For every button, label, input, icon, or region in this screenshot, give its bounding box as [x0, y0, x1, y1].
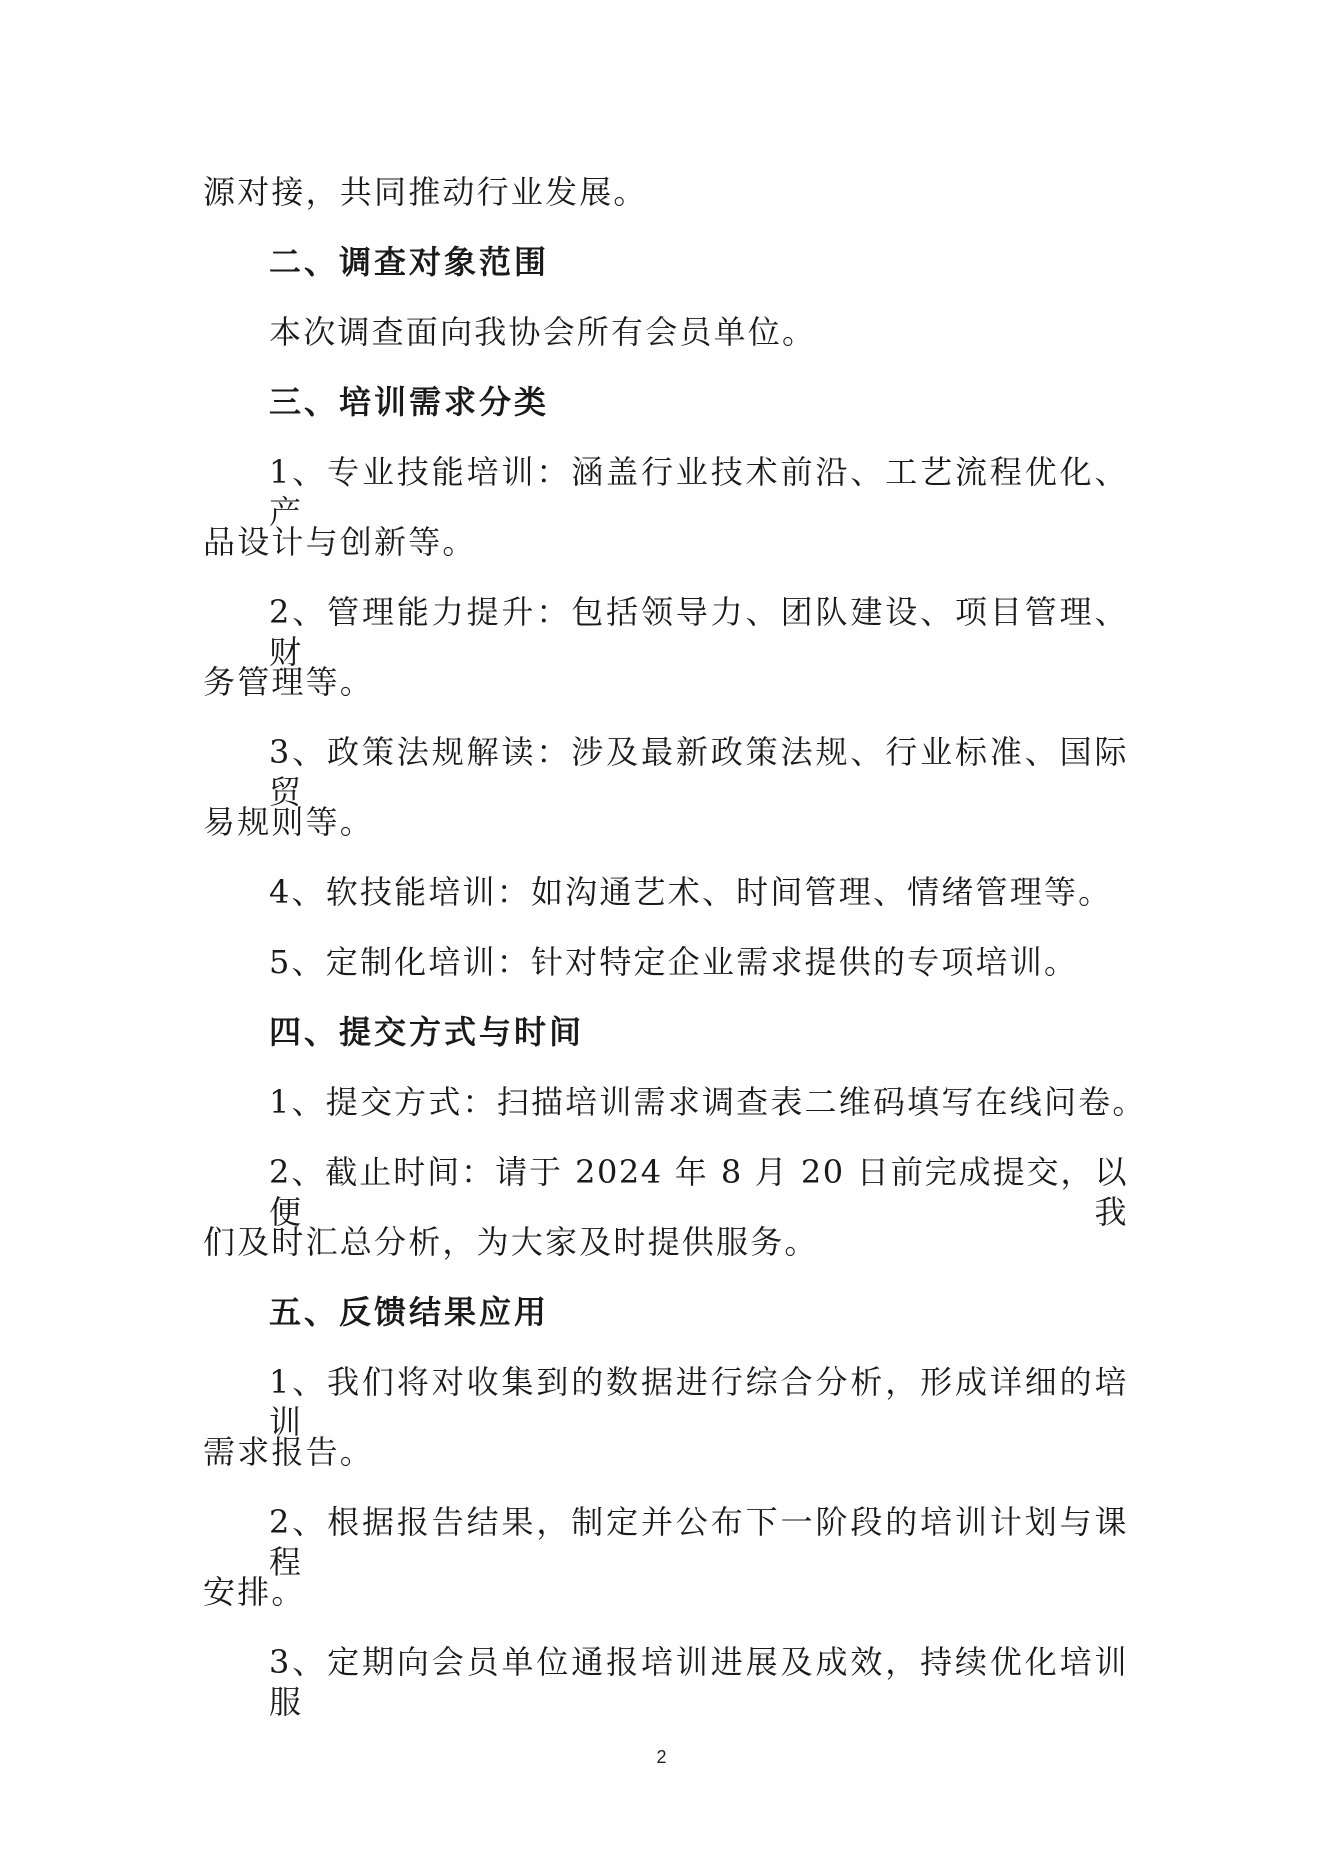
list-item-customized: 5、定制化培训：针对特定企业需求提供的专项培训。: [269, 943, 1079, 981]
section-heading-feedback: 五、反馈结果应用: [269, 1293, 550, 1331]
list-item-plan-cont: 安排。: [203, 1573, 306, 1611]
list-item-management-cont: 务管理等。: [203, 663, 375, 701]
section-heading-survey-scope: 二、调查对象范围: [269, 243, 550, 281]
list-item-analysis-cont: 需求报告。: [203, 1433, 375, 1471]
list-item-deadline: 2、截止时间：请于 2024 年 8 月 20 日前完成提交，以便我: [269, 1153, 1128, 1231]
list-item-submission-method: 1、提交方式：扫描培训需求调查表二维码填写在线问卷。: [269, 1083, 1147, 1121]
paragraph-survey-scope: 本次调查面向我协会所有会员单位。: [269, 313, 817, 351]
list-item-deadline-cont: 们及时汇总分析，为大家及时提供服务。: [203, 1223, 819, 1261]
list-item-plan: 2、根据报告结果，制定并公布下一阶段的培训计划与课程: [269, 1503, 1128, 1581]
list-item-soft-skills: 4、软技能培训：如沟通艺术、时间管理、情绪管理等。: [269, 873, 1113, 911]
paragraph-continuation: 源对接，共同推动行业发展。: [203, 173, 648, 211]
page-number: 2: [656, 1747, 667, 1767]
list-item-policy: 3、政策法规解读：涉及最新政策法规、行业标准、国际贸: [269, 733, 1128, 811]
section-heading-submission: 四、提交方式与时间: [269, 1013, 585, 1051]
section-heading-training-categories: 三、培训需求分类: [269, 383, 550, 421]
list-item-professional-skills: 1、专业技能培训：涵盖行业技术前沿、工艺流程优化、产: [269, 453, 1128, 531]
list-item-management: 2、管理能力提升：包括领导力、团队建设、项目管理、财: [269, 593, 1128, 671]
list-item-analysis: 1、我们将对收集到的数据进行综合分析，形成详细的培训: [269, 1363, 1128, 1441]
list-item-policy-cont: 易规则等。: [203, 803, 375, 841]
list-item-report-progress: 3、定期向会员单位通报培训进展及成效，持续优化培训服: [269, 1643, 1128, 1721]
list-item-professional-skills-cont: 品设计与创新等。: [203, 523, 477, 561]
